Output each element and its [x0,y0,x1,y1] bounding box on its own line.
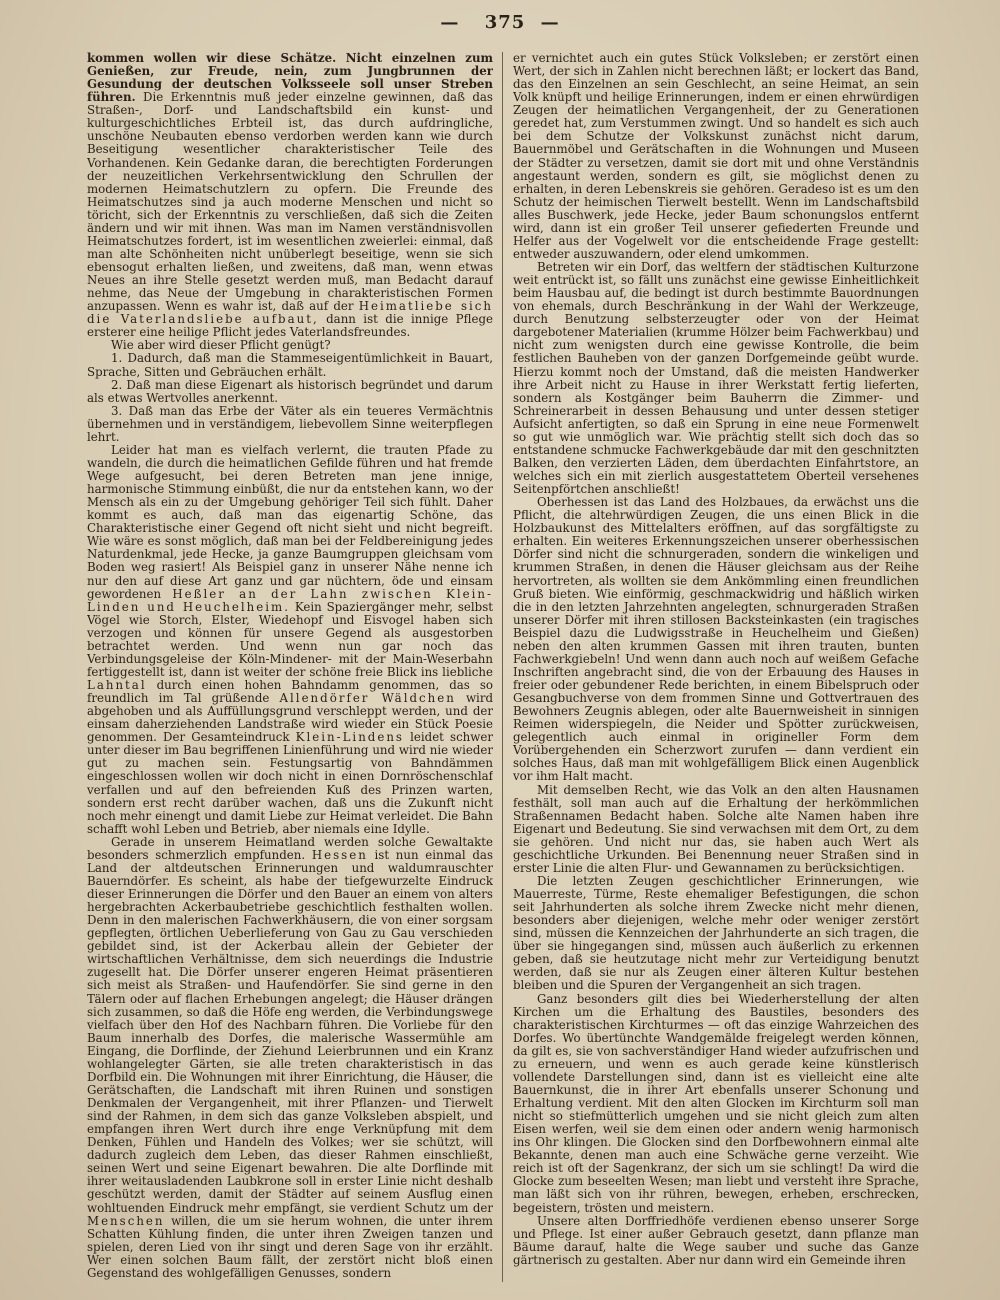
text-segment: 2. Daß man diese Eigenart als historisch begründet und darum als etwas Wertvolles anerkennt. [87,377,493,405]
paragraph [87,52,493,339]
text-segment: Oberhessen ist das Land des Holzbaues, da erwächst uns die Pflicht, die altehrwürdigen Zeugen, die uns einen Blick in die Holzbaukunst des Mittelalters eröffnen, auf das sorgfältigste zu erhalten. Ein weiteres Erkennungszeichen unserer oberhessischen Dörfer sind nicht die schnurgeraden, sondern die winkeligen und krummen Straßen, in denen die Häuser gleichsam aus der Reihe hervortreten, als wollten sie dem Ankömmling einen freundlichen Gruß bieten. Wie einförmig, geschmackwidrig und häßlich wirken die in den letzten Jahrzehnten angelegten, schnurgeraden Straßen unserer Dörfer mit ihren stillosen Backsteinkasten (ein tragisches Beispiel dazu die Ludwigsstraße in Heuchelheim und Gießen) neben den alten krummen Gassen mit ihren trauten, bunten Fachwerkgiebeln! Und wenn dann auch noch auf weißem Gefache Inschriften angebracht sind, die von der Erbauung des Hauses in freier oder gebundener Rede berichten, in einem Bibelspruch oder Gesangbuchverse von dem frommen Sinne und Gottvertrauen des Bewohners Zeugnis ablegen, oder alte Bauernweisheit in sinnigen Reimen widerspiegeln, die Neider und Spötter zurückweisen, gelegentlich auch einmal in origineller Form dem Vorübergehenden ein Scherzwort zurufen — dann verdient ein solches Haus, daß man mit wohlgefälligem Blick einen Augenblick vor ihm Halt macht. [513,495,919,784]
paragraph [513,1215,919,1267]
header-dash-right: — [540,12,560,33]
text-segment: ist nun einmal das Land der altdeutschen Erinnerungen und waldumrauschter Bauerndörfer. Es scheint, als habe der tiefgewurzelte Eindruck dieser Erinnerungen die Dörfer und den Bauer an einem von alters hergebrachten Ackerbaubetriebe geschichtlich festhalten wollen. Denn in den malerischen Fachwerkhäusern, die von einer sorgsam gepflegten, örtlichen Ueberlieferung von Gau zu Gau verschieden gebildet sind, ist der Ackerbau allein der Gebieter der wirtschaftlichen Verhältnisse, dem sich neuerdings die Industrie zugesellt hat. Die Dörfer unserer engeren Heimat präsentieren sich meist als Straßen- und Haufendörfer. Sie sind gerne in den Tälern oder auf flachen Erhebungen angelegt; die Häuser drängen sich zusammen, so daß die Höfe eng werden, die Verbindungswege vielfach über den Hof des Nachbarn führen. Die Vorliebe für den Baum innerhalb des Dorfes, die malerische Wassermühle am Eingang, die Dorflinde, der Ziehund Leierbrunnen und ein Kranz wohlangelegter Gärten, sie alle treten charakteristisch in das Dorfbild ein. Die Wohnungen mit ihrer Einrichtung, die Häuser, die Gerätschaften, die Landschaft mit ihren Ruinen und sonstigen Denkmalen der Vergangenheit, mit ihrer Pflanzen- und Tierwelt sind der Rahmen, in dem sich das ganze Volksleben abspielt, und empfangen ihren Wert durch ihre enge Verknüpfung mit dem Denken, Fühlen und Handeln des Volkes; wer sie schützt, will dadurch zugleich dem Leben, das dieser Rahmen einschließt, seinen Wert und seine Eigenart bewahren. Die alte Dorflinde mit ihrer weitausladenden Laubkrone soll in erster Linie nicht deshalb geschützt werden, damit der Städter auf seinem Ausflug einen wohltuenden Eindruck mehr empfängt, sie verdient Schutz um der [87,847,493,1215]
paragraph [513,784,919,875]
left-column [87,52,493,1288]
paragraph [87,836,493,1280]
text-segment: 3. Daß man das Erbe der Väter als ein teueres Vermächtnis übernehmen und in verständigem, liebevollem Sinne weiterpflegen lehrt. [87,403,493,444]
paragraph [513,993,919,1215]
paragraph [513,52,919,261]
spaced-emphasis-text: Hessen [311,847,368,862]
paragraph [87,444,493,836]
paragraph [513,875,919,993]
text-segment: Betreten wir ein Dorf, das weltfern der städtischen Kulturzone weit entrückt ist, so fällt uns zunächst eine gewisse Einheitlichkeit beim Hausbau auf, die bedingt ist durch bestimmte Bauordnungen von ehemals, durch Beschränkung in der Wahl der Werkzeuge, durch Benutzung selbsterzeugter oder von der Heimat dargebotener Materialien (krumme Hölzer beim Fachwerkbau) und nicht zum wenigsten durch eine gewisse Kontrolle, die beim festlichen Bauheben von der ganzen Dorfgemeinde geübt wurde. Hierzu kommt noch der Umstand, daß die meisten Handwerker ihre Arbeit nicht zu Hause in ihrer Werkstatt fertig lieferten, sondern als Kostgänger beim Bauherrn die Zimmer- und Schreinerarbeit in dessen Behausung und unter dessen stetiger Aufsicht anfertigten, so daß ein Sprung in eine neue Formenwelt so gut wie unmöglich war. Wie prächtig stellt sich doch das so entstandene schmucke Fachwerkgebäude dar mit den geschnitzten Balken, den verzierten Läden, dem überdachten Einfahrtstore, an welches sich ein mit zierlich ausgestattetem Oberteil versehenes Seitenpförtchen anschließt! [513,260,919,497]
spaced-emphasis-text: Allendörfer Wäldchen [279,691,456,706]
text-segment: dann ist die innige Pflege ersterer eine heilige Pflicht jedes Vaterlandsfreundes. [87,312,493,340]
paragraph [513,261,919,496]
text-segment: Leider hat man es vielfach verlernt, die trauten Pfade zu wandeln, die durch die heimatlichen Gefilde führen und hat fremde Wege aufgesucht, bei deren Betreten man jene innige, harmonische Stimmung einbüßt, die nur da entstehen kann, wo der Mensch als ein zu der Umgebung gehöriger Teil sich fühlt. Daher kommt es auch, daß man das eigenartig Schöne, das Charakteristische einer Gegend oft nicht sieht und nicht begreift. Wie wäre es sonst möglich, daß man bei der Feldbereinigung jedes Naturdenkmal, jede Hecke, ja ganze Baumgruppen gleichsam vom Boden weg rasiert! Als Beispiel ganz in unserer Nähe nenne ich nur den auf diese Art ganz und gar nüchtern, öde und einsam gewordenen [87,442,493,601]
text-segment: Mit demselben Recht, wie das Volk an den alten Hausnamen festhält, soll man auch auf die Erhaltung der herkömmlichen Straßennamen Bedacht haben. Solche alte Namen haben ihre Eigenart und Bedeutung. Sie sind verwachsen mit dem Ort, zu dem sie gehören. Und nicht nur das, sie haben auch Wert als geschichtliche Urkunden. Bei Benennung neuer Straßen sind in erster Linie die alten Flur- und Gewannamen zu berücksichtigen. [513,782,919,875]
spaced-emphasis-text: Klein-Lindens [295,730,404,745]
text-segment: Die Erkenntnis muß jeder einzelne gewinnen, daß das Straßen-, Dorf- und Landschaftsbild ein kunst- und kulturgeschichtliches Erbteil ist, das durch aufdringliche, unschöne Neubauten ebenso verdorben werden kann wie durch Beseitigung wesentlicher charakteristischer Teile des Vorhandenen. Kein Gedanke daran, die berechtigten Forderungen der neuzeitlichen Verkehrsentwicklung den Schrullen der modernen Heimatschutzlern zu opfern. Die Freunde des Heimatschutzes sind ja auch moderne Menschen und nicht so töricht, sich der Erkenntnis zu verschließen, daß sich die Zeiten ändern und wir mit ihnen. Was man im Namen verständnisvollen Heimatschutzes fordert, ist im wesentlichen zweierlei: einmal, daß man alte Schönheiten nicht unüberlegt beseitige, wenn sie sich ebensogut erhalten ließen, und zweitens, daß man, wenn etwas Neues an ihre Stelle gesetzt werden muß, man Bedacht darauf nehme, das Neue der Umgebung in charakteristischen Formen anzupassen. Wenn es wahr ist, daß auf der [87,90,493,314]
page-number: 375 [484,12,526,33]
text-segment: Gerade in unserem Heimatland werden solche Gewaltakte besonders schmerzlich empfunden. [87,834,493,862]
bold-text: kommen wollen wir diese Schätze. Nicht einzelnen zum Genießen, zur Freude, nein, zum Jungbrunnen der Gesundung der deutschen Volksseele soll unser Streben führen. [87,52,493,105]
text-segment: Ganz besonders gilt dies bei Wiederherstellung der alten Kirchen um die Erhaltung des Baustiles, besonders des charakteristischen Kirchturmes — oft das einzige Wahrzeichen des Dorfes. Wo übertünchte Wandgemälde freigelegt werden können, da gilt es, sie von sachverständiger Hand wieder aufzufrischen und zu erneuern, und wenn es auch gerade keine künstlerisch vollendete Darstellungen sind, dann ist es vielleicht eine alte Bauernkunst, die in ihrer Art ebenfalls unserer Schonung und Erhaltung verdient. Mit den alten Glocken im Kirchturm soll man nicht so stiefmütterlich umgehen und sie nicht gleich zum alten Eisen werfen, weil sie dem einen oder andern wenig harmonisch ins Ohr klingen. Die Glocken sind den Dorfbewohnern einmal alte Bekannte, denen man auch eine Schwäche gerne verzeiht. Wie reich ist oft der Sagenkranz, der sich um sie schlingt! Da wird die Glocke zum beseelten Wesen; man liebt und versteht ihre Sprache, man läßt sich von ihr rühren, bewegen, erheben, erschrecken, begeistern, trösten und meistern. [513,991,919,1215]
text-segment: leidet schwer unter dieser im Bau begriffenen Linienführung und wird nie wieder gut zu machen sein. Festungsartig von Bahndämmen eingeschlossen wollen wir doch nicht in einen Dornröschenschlaf verfallen und auf den befreienden Kuß des Prinzen warten, sondern erst recht darüber wachen, daß uns die Zukunft nicht noch mehr einengt und damit Liebe zur Heimat verleidet. Die Bahn schafft wohl Leben und Betrieb, aber niemals eine Idylle. [87,730,493,836]
text-segment: wird abgehoben und als Auffüllungsgrund verschleppt werden, und der einsam daherziehenden Landstraße wird wieder ein Stück Poesie genommen. Der Gesamteindruck [87,691,493,745]
paragraph [513,496,919,783]
header-dash-left: — [440,12,460,33]
text-segment: durch einen hohen Bahndamm genommen, das so freundlich im Tal grüßende [87,678,493,706]
column-divider [502,52,503,1282]
spaced-emphasis-text: Lahntal [87,678,147,692]
right-column [513,52,919,1288]
paragraph [87,379,493,405]
text-segment: Die letzten Zeugen geschichtlicher Erinnerungen, wie Mauerreste, Türme, Reste ehemaliger Befestigungen, die schon seit Jahrhunderten als solche ihrem Zwecke nicht mehr dienen, besonders aber diejenigen, welche mehr oder weniger zerstört sind, müssen die Kennzeichen der Jahrhunderte an sich tragen, die über sie hingegangen sind, müssen auch äußerlich zu erkennen geben, daß sie heutzutage nicht mehr zur Verteidigung benutzt werden, daß sie nur als Zeugen einer älteren Kultur bestehen bleiben und die Spuren der Vergangenheit an sich tragen. [513,873,919,993]
text-segment: Kein Spaziergänger mehr, selbst Vögel wie Storch, Elster, Wiedehopf und Eisvogel haben sich verzogen und können für unsere Gegend als ausgestorben betrachtet werden. Und wenn nun gar noch das Verbindungsgeleise der Köln-Mindener- mit der Main-Weserbahn fertiggestellt ist, dann ist weiter der schöne freie Blick ins liebliche [87,599,493,679]
spaced-emphasis-text: Heimatliebe sich die Vaterlandsliebe aufbaut, [87,299,493,327]
spaced-emphasis-text: Menschen [87,1213,165,1228]
text-segment: Unsere alten Dorffriedhöfe verdienen ebenso unserer Sorge und Pflege. Ist einer außer Gebrauch gesetzt, dann pflanze man Bäume darauf, halte die Wege sauber und suche das Ganze gärtnerisch zu gestalten. Aber nur dann wird ein Gemeinde ihren [513,1213,919,1267]
text-segment: er vernichtet auch ein gutes Stück Volksleben; er zerstört einen Wert, der sich in Zahlen nicht berechnen läßt; er lockert das Band, das den Einzelnen an sein Geschlecht, an seine Heimat, an sein Volk knüpft und heilige Erinnerungen, indem er einen ehrwürdigen Zeugen der heimatlichen Vergangenheit, der zu Generationen geredet hat, zum Verstummen zwingt. Und so handelt es sich auch bei dem Schutze der Volkskunst zunächst nicht darum, Bauernmöbel und Gerätschaften in die Wohnungen und Museen der Städter zu versetzen, damit sie dort mit und ohne Verständnis angestaunt werden, sondern es gilt, sie möglichst denen zu erhalten, in deren Lebenskreis sie gehören. Geradeso ist es um den Schutz der heimischen Tierwelt bestellt. Wenn im Landschaftsbild alles Buschwerk, jede Hecke, jeder Baum schonungslos entfernt wird, dann ist ein großer Teil unserer gefiederten Freunde und Helfer aus der Vogelwelt vor die entscheidende Frage gestellt: entweder auszuwandern, oder elend umkommen. [513,52,919,261]
page-header [0,12,1000,48]
paragraph [87,352,493,378]
text-segment: 1. Dadurch, daß man die Stammeseigentümlichkeit in Bauart, Sprache, Sitten und Gebräuchen erhält. [87,351,493,379]
text-segment: willen, die um sie herum wohnen, die unter ihrem Schatten Kühlung finden, die unter ihren Zweigen tanzen und spielen, deren Lied von ihr singt und deren Sage von ihr erzählt. Wer einen solchen Baum fällt, der zerstört nicht bloß einen Gegenstand des wohlgefälligen Genusses, sondern [87,1213,493,1280]
paragraph [87,405,493,444]
text-segment: Wie aber wird dieser Pflicht genügt? [111,338,331,353]
spaced-emphasis-text: Heßler an der Lahn zwischen Klein-Linden und Heuchelheim. [87,586,493,614]
